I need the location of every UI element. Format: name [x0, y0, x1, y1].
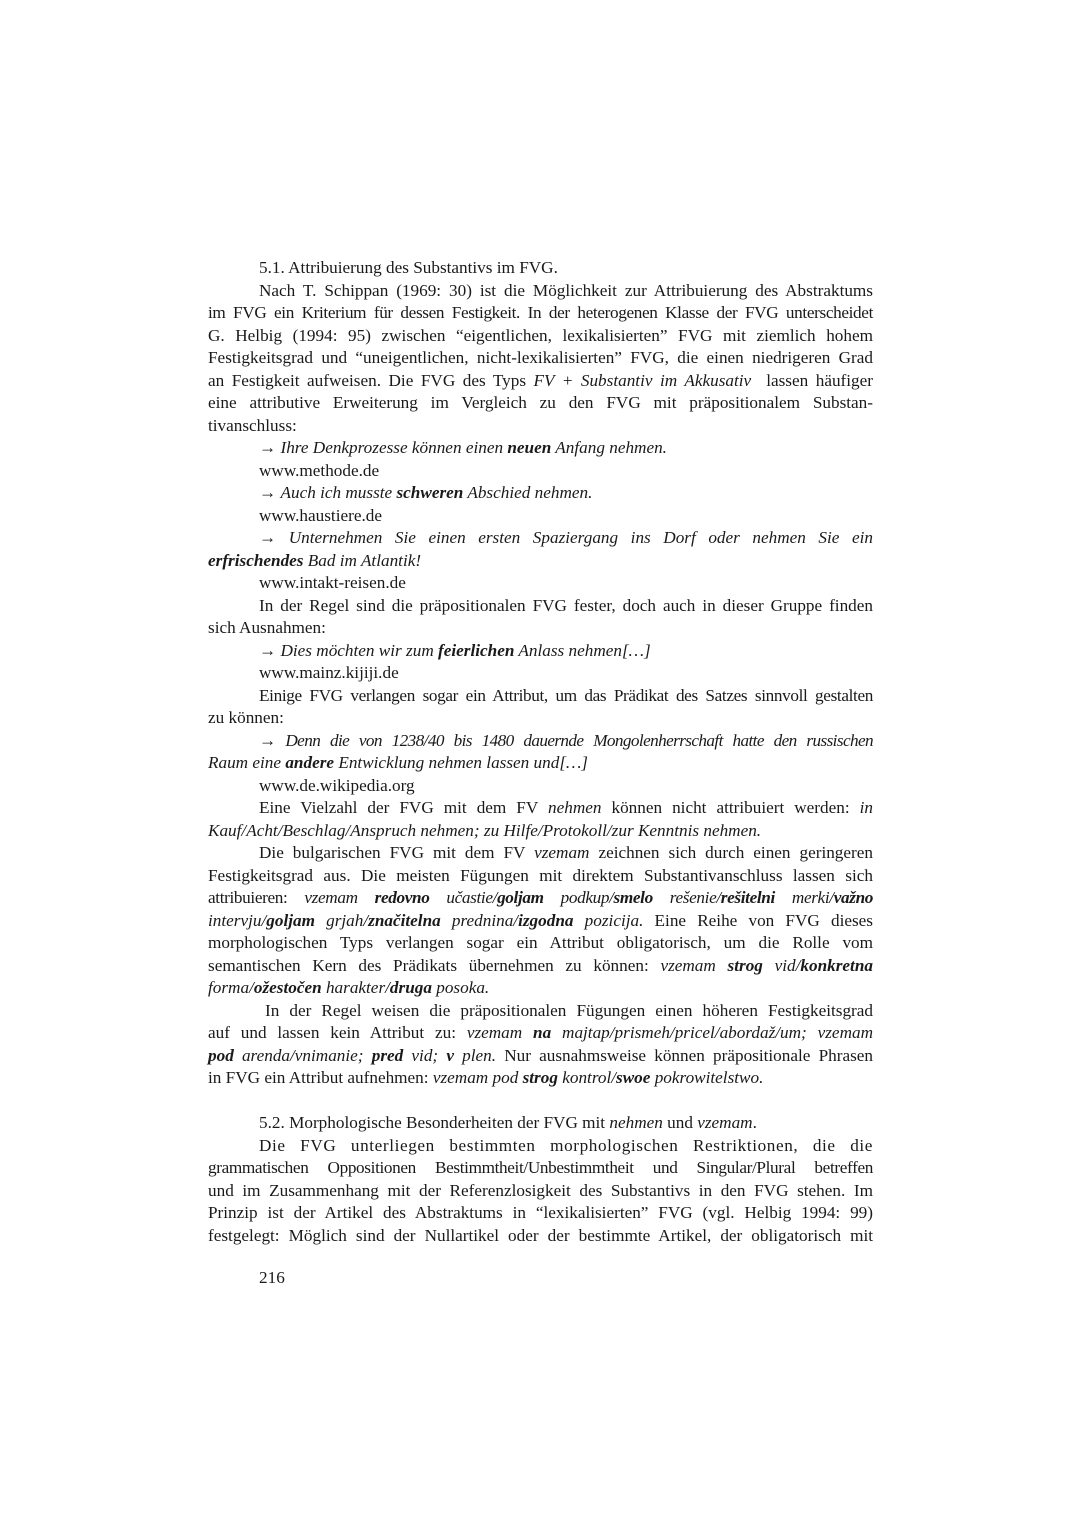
- text-line: Eine Vielzahl der FVG mit dem FV nehmen können nicht attribuiert werden: in: [259, 798, 874, 817]
- text-line: sich Ausnahmen:: [208, 618, 326, 637]
- section-gap: [208, 1090, 873, 1113]
- text-line: Die FVG unterliegen bestimmten morphologischen Restriktionen, die die: [259, 1135, 873, 1155]
- section-heading-5-1: 5.1. Attribuierung des Substantivs im FVG.: [259, 258, 558, 277]
- text-line: In der Regel sind die präpositionalen FVG fester, doch auch in dieser Gruppe finden: [259, 595, 873, 615]
- example: [208, 437, 873, 482]
- text-line: Festigkeitsgrad aus. Die meisten Fügungen mit direktem Substantivanschluss lassen sich: [208, 865, 873, 885]
- example-sentence: Raum eine andere Entwicklung nehmen lassen und[…]: [208, 753, 589, 772]
- example-source: www.de.wikipedia.org: [259, 775, 415, 795]
- text-line: festgelegt: Möglich sind der Nullartikel oder der bestimmte Artikel, der obligatorisch mit: [208, 1225, 873, 1245]
- example-source: www.haustiere.de: [259, 505, 382, 525]
- text-line: tivanschluss:: [208, 415, 297, 435]
- example-sentence: → Denn die von 1238/40 bis 1480 dauernde Mongolenherrschaft hatte den russischen: [259, 730, 873, 750]
- paragraph: [208, 595, 873, 640]
- example: [208, 482, 873, 527]
- text-line: Nach T. Schippan (1969: 30) ist die Möglichkeit zur Attribuierung des Abstraktums: [259, 280, 873, 300]
- text-line: an Festigkeit aufweisen. Die FVG des Typs FV + Substantiv im Akkusativ lassen häufiger: [208, 370, 873, 390]
- text-line: Prinzip ist der Artikel des Abstraktums in “lexikalisierten” FVG (vgl. Helbig 1994: 99): [208, 1203, 873, 1222]
- example-sentence: → Unternehmen Sie einen ersten Spaziergang ins Dorf oder nehmen Sie ein: [259, 528, 873, 547]
- text-line: G. Helbig (1994: 95) zwischen “eigentlichen, lexikalisierten” FVG mit ziemlich hohem: [208, 325, 873, 345]
- example-sentence: → Auch ich musste schweren Abschied nehmen.: [259, 483, 593, 502]
- example: [208, 640, 873, 685]
- text-line: Einige FVG verlangen sogar ein Attribut, um das Prädikat des Satzes sinnvoll gestalten: [259, 685, 873, 705]
- text-line: Kauf/Acht/Beschlag/Anspruch nehmen; zu Hilfe/Protokoll/zur Kenntnis nehmen.: [208, 820, 762, 840]
- text-line: forma/ožestočen harakter/druga posoka.: [208, 978, 490, 997]
- example-sentence: → Dies möchten wir zum feierlichen Anlass nehmen[…]: [259, 640, 651, 660]
- text-line: im FVG ein Kriterium für dessen Festigkeit. In der heterogenen Klasse der FVG unterscheidet: [208, 303, 873, 322]
- example-source: www.mainz.kijiji.de: [259, 663, 399, 682]
- page-number: 216: [259, 1268, 285, 1287]
- example-source: www.methode.de: [259, 460, 380, 480]
- text-line: pod arenda/vnimanie; pred vid; v plen. Nur ausnahmsweise können präpositionale Phrasen: [208, 1045, 873, 1065]
- text-line: auf und lassen kein Attribut zu: vzemam na majtap/prismeh/pricel/abordaž/um; vzemam: [208, 1023, 873, 1042]
- page-body: [208, 257, 873, 1247]
- text-line: Die bulgarischen FVG mit dem FV vzemam zeichnen sich durch einen geringeren: [259, 843, 873, 862]
- section-heading-5-2: 5.2. Morphologische Besonderheiten der FVG mit nehmen und vzemam.: [259, 1113, 757, 1132]
- text-line: grammatischen Oppositionen Bestimmtheit/Unbestimmtheit und Singular/Plural betreffen: [208, 1158, 873, 1177]
- text-line: zu können:: [208, 708, 284, 727]
- text-line: attribuieren: vzemam redovno učastie/goljam podkup/smelo rešenie/rešitelni merki/važno: [208, 888, 874, 907]
- example: [208, 527, 873, 595]
- example-sentence: → Ihre Denkprozesse können einen neuen Anfang nehmen.: [259, 438, 667, 457]
- paragraph: [208, 1135, 873, 1248]
- text-line: intervju/goljam grjah/značitelna prednina/izgodna pozicija. Eine Reihe von FVG dieses: [208, 910, 873, 930]
- text-line: Festigkeitsgrad und “uneigentlichen, nicht-lexikalisierten” FVG, die einen niedrigeren Grad: [208, 348, 873, 367]
- paragraph: [208, 280, 873, 438]
- text-line: eine attributive Erweiterung im Vergleich zu den FVG mit präpositionalem Substan-: [208, 393, 873, 412]
- example-sentence: erfrischendes Bad im Atlantik!: [208, 550, 422, 570]
- text-line: in FVG ein Attribut aufnehmen: vzemam pod strog kontrol/swoe pokrowitelstwo.: [208, 1068, 764, 1087]
- paragraph: [208, 685, 873, 730]
- text-line: morphologischen Typs verlangen sogar ein Attribut obligatorisch, um die Rolle vom: [208, 933, 873, 952]
- text-line: In der Regel weisen die präpositionalen Fügungen einen höheren Festigkeitsgrad: [265, 1000, 873, 1020]
- example: [208, 730, 873, 798]
- paragraph: [208, 797, 873, 842]
- text-line: semantischen Kern des Prädikats übernehmen zu können: vzemam strog vid/konkretna: [208, 955, 873, 975]
- example-source: www.intakt-reisen.de: [259, 573, 406, 592]
- text-line: und im Zusammenhang mit der Referenzlosigkeit des Substantivs in den FVG stehen. Im: [208, 1180, 873, 1200]
- paragraph: [208, 1000, 873, 1090]
- paragraph: [208, 842, 873, 1000]
